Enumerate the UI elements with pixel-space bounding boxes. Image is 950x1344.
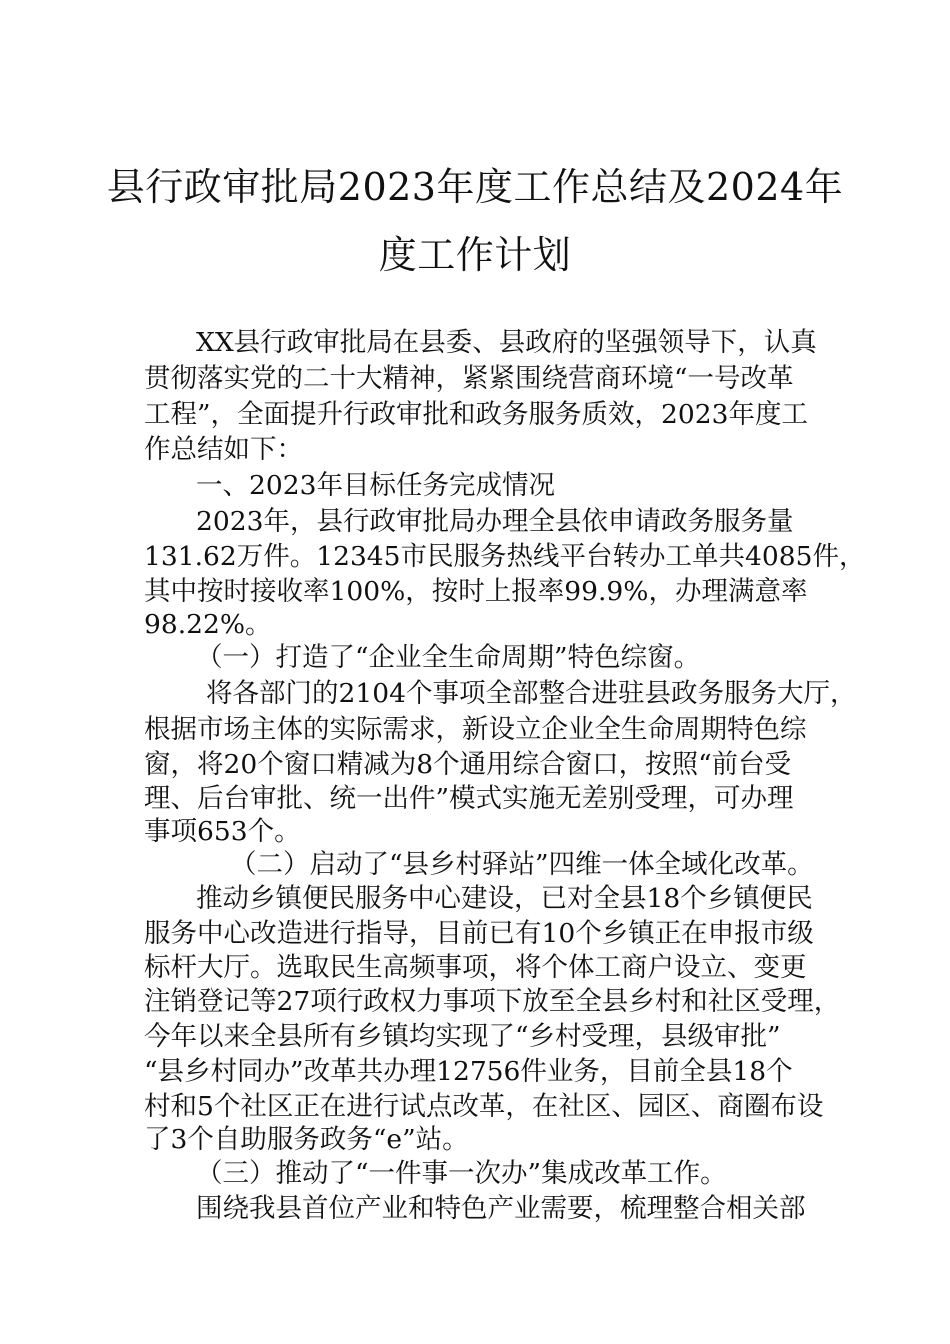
body-line: 理、后台审批、统一出件”模式实施无差别受理，可办理	[144, 783, 794, 814]
body-line: “县乡村同办”改革共办理12756件业务，目前全县18个	[144, 1056, 793, 1087]
document-title-line-2: 度工作计划	[378, 233, 572, 277]
body-line: 今年以来全县所有乡镇均实现了“乡村受理，县级审批”	[144, 1021, 781, 1052]
body-line: 注销登记等27项行政权力事项下放至全县乡村和社区受理，	[144, 986, 841, 1017]
body-line: 98.22%。	[144, 609, 272, 640]
section-heading: 一、2023年目标任务完成情况	[196, 470, 555, 501]
body-line: XX县行政审批局在县委、县政府的坚强领导下，认真	[196, 327, 817, 358]
subsection-heading: （二）启动了“县乡村驿站”四维一体全域化改革。	[230, 849, 814, 880]
body-line: 工程”，全面提升行政审批和政务服务质效，2023年度工	[144, 399, 808, 430]
body-line: 窗，将20个窗口精减为8个通用综合窗口，按照“前台受	[144, 749, 792, 780]
body-line: 事项653个。	[144, 816, 301, 847]
body-line: 其中按时接收率100%，按时上报率99.9%，办理满意率	[144, 576, 808, 607]
body-line: 根据市场主体的实际需求，新设立企业全生命周期特色综	[144, 714, 807, 745]
body-line: 围绕我县首位产业和特色产业需要，梳理整合相关部	[196, 1193, 806, 1224]
body-line: 了3个自助服务政务“e”站。	[144, 1124, 469, 1155]
body-line: 作总结如下：	[144, 434, 303, 465]
body-line: 贯彻落实党的二十大精神，紧紧围绕营商环境“一号改革	[144, 363, 794, 394]
body-line: 标杆大厅。选取民生高频事项，将个体工商户设立、变更	[144, 952, 807, 983]
body-line: 村和5个社区正在进行试点改革，在社区、园区、商圈布设	[144, 1091, 824, 1122]
body-line: 服务中心改造进行指导，目前已有10个乡镇正在申报市级	[144, 918, 814, 949]
subsection-heading: （一）打造了“企业全生命周期”特色综窗。	[196, 642, 701, 673]
body-line: 131.62万件。12345市民服务热线平台转办工单共4085件，	[144, 541, 866, 572]
body-line: 将各部门的2104个事项全部整合进驻县政务服务大厅，	[206, 678, 857, 709]
body-line: 2023年，县行政审批局办理全县依申请政务服务量	[196, 506, 794, 537]
document-title-line-1: 县行政审批局2023年度工作总结及2024年	[106, 165, 844, 209]
body-line: 推动乡镇便民服务中心建设，已对全县18个乡镇便民	[196, 883, 813, 914]
subsection-heading: （三）推动了“一件事一次办”集成改革工作。	[196, 1158, 727, 1189]
